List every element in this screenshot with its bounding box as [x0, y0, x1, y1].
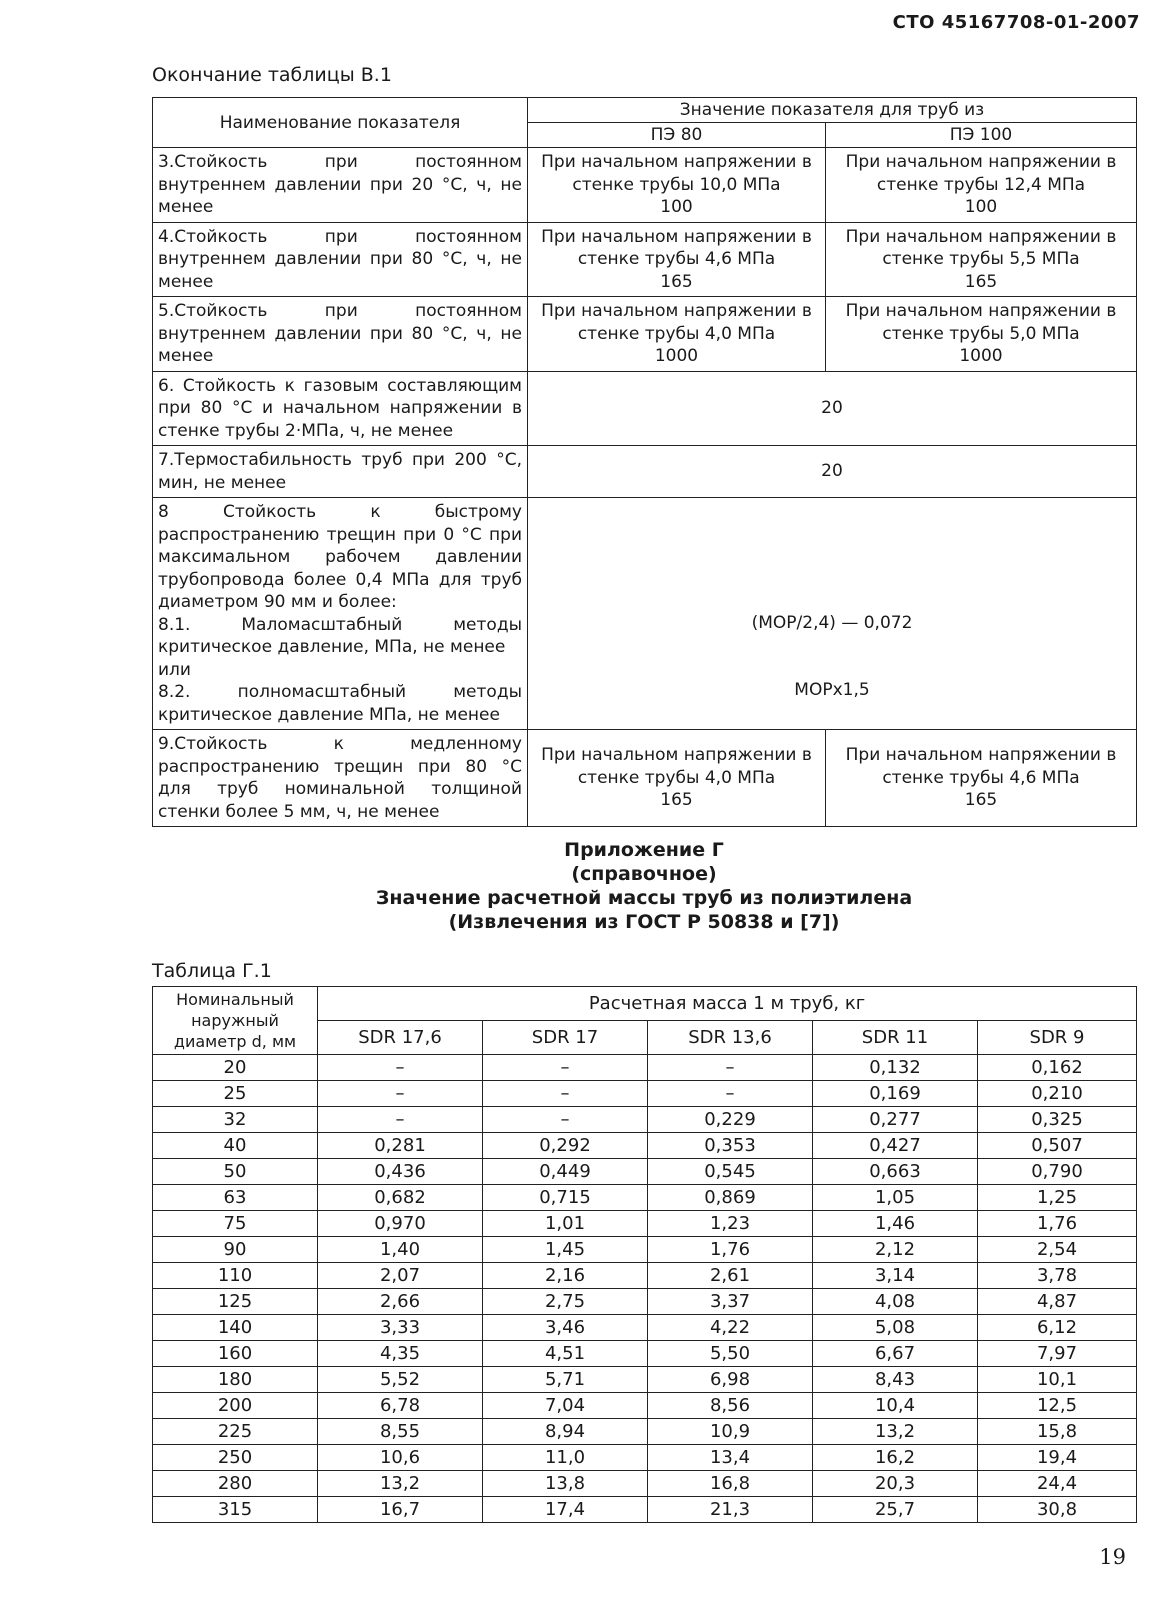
- table-b1-row: [153, 730, 1137, 827]
- diameter-cell: 25: [153, 1081, 318, 1107]
- row-indicator: 9.Стойкость к медленному распространению трещин при 80 °С для труб номинальной толщиной стенки более 5 мм, ч, не менее: [153, 730, 528, 827]
- diameter-cell: 225: [153, 1419, 318, 1445]
- mass-cell: 2,75: [483, 1289, 648, 1315]
- mass-cell: 5,52: [318, 1367, 483, 1393]
- mass-cell: 0,869: [648, 1185, 813, 1211]
- diameter-cell: 32: [153, 1107, 318, 1133]
- indicator-line: или: [158, 659, 191, 680]
- mass-cell: 3,37: [648, 1289, 813, 1315]
- header-indicator: Наименование показателя: [153, 98, 528, 148]
- diameter-cell: 110: [153, 1263, 318, 1289]
- row-indicator: 3.Стойкость при постоянном внутреннем давлении при 20 °С, ч, не менее: [153, 148, 528, 223]
- mass-cell: –: [318, 1055, 483, 1081]
- value-pe80: [528, 222, 826, 297]
- value-pe100-line: При начальном напряжении в стенке трубы 12,4 МПа: [845, 152, 1117, 195]
- mass-cell: –: [483, 1081, 648, 1107]
- gap-spacer: [532, 635, 1132, 679]
- table-g1-row: [153, 1419, 1137, 1445]
- header-value-group: Значение показателя для труб из: [528, 98, 1137, 123]
- table-b1: [152, 97, 1137, 827]
- mass-cell: 3,14: [813, 1263, 978, 1289]
- mass-cell: 0,507: [978, 1133, 1137, 1159]
- diameter-cell: 315: [153, 1497, 318, 1523]
- appendix-heading: [152, 838, 1136, 934]
- mass-cell: 1,46: [813, 1211, 978, 1237]
- mass-cell: 1,45: [483, 1237, 648, 1263]
- mass-cell: 0,162: [978, 1055, 1137, 1081]
- mass-cell: 5,08: [813, 1315, 978, 1341]
- mass-cell: 30,8: [978, 1497, 1137, 1523]
- diameter-cell: 125: [153, 1289, 318, 1315]
- table-g1-row: [153, 1133, 1137, 1159]
- mass-cell: –: [648, 1055, 813, 1081]
- mass-cell: 25,7: [813, 1497, 978, 1523]
- table-g1-row: [153, 1263, 1137, 1289]
- mass-cell: 4,51: [483, 1341, 648, 1367]
- header-sdr: SDR 9: [978, 1021, 1137, 1055]
- mass-cell: 6,67: [813, 1341, 978, 1367]
- appendix-title: Приложение Г: [564, 839, 724, 861]
- row-indicator: 7.Термостабильность труб при 200 °С, мин, не менее: [153, 446, 528, 498]
- mass-cell: 6,78: [318, 1393, 483, 1419]
- mass-cell: 0,427: [813, 1133, 978, 1159]
- mass-cell: 11,0: [483, 1445, 648, 1471]
- value-pe80-line: 1000: [654, 346, 699, 366]
- mass-cell: 0,790: [978, 1159, 1137, 1185]
- mass-cell: 2,66: [318, 1289, 483, 1315]
- mass-cell: 4,08: [813, 1289, 978, 1315]
- mass-cell: 19,4: [978, 1445, 1137, 1471]
- mass-cell: 2,16: [483, 1263, 648, 1289]
- page-number: 19: [1099, 1545, 1126, 1569]
- mass-cell: 4,87: [978, 1289, 1137, 1315]
- mass-cell: 8,43: [813, 1367, 978, 1393]
- value-pe100-line: При начальном напряжении в стенке трубы 5,0 МПа: [845, 301, 1117, 344]
- mass-cell: 13,2: [318, 1471, 483, 1497]
- common-value-line: МОРх1,5: [794, 679, 870, 700]
- mass-cell: 13,2: [813, 1419, 978, 1445]
- mass-cell: 1,76: [978, 1211, 1137, 1237]
- table-g1-row: [153, 1393, 1137, 1419]
- mass-cell: 8,56: [648, 1393, 813, 1419]
- mass-cell: 1,40: [318, 1237, 483, 1263]
- diameter-cell: 200: [153, 1393, 318, 1419]
- value-pe100-line: 165: [964, 790, 998, 811]
- table-b1-row: [153, 222, 1137, 297]
- mass-cell: 10,1: [978, 1367, 1137, 1393]
- table-g1-row: [153, 1081, 1137, 1107]
- value-pe80-line: 165: [660, 271, 693, 292]
- diameter-cell: 40: [153, 1133, 318, 1159]
- mass-cell: 16,2: [813, 1445, 978, 1471]
- header-sdr: SDR 17: [483, 1021, 648, 1055]
- diameter-cell: 50: [153, 1159, 318, 1185]
- mass-cell: 4,35: [318, 1341, 483, 1367]
- value-pe80: [528, 297, 826, 372]
- mass-cell: 0,449: [483, 1159, 648, 1185]
- value-pe100-line: При начальном напряжении в стенке трубы 4,6 МПа: [845, 745, 1117, 788]
- mass-cell: –: [648, 1081, 813, 1107]
- row-common-value: 20: [528, 371, 1137, 446]
- table-g1-row: [153, 1315, 1137, 1341]
- table-b1-caption: Окончание таблицы В.1: [152, 64, 392, 86]
- mass-cell: 0,169: [813, 1081, 978, 1107]
- value-pe80-line: 100: [660, 197, 693, 217]
- mass-cell: 0,292: [483, 1133, 648, 1159]
- diameter-cell: 63: [153, 1185, 318, 1211]
- mass-cell: 8,55: [318, 1419, 483, 1445]
- mass-cell: 5,71: [483, 1367, 648, 1393]
- mass-cell: 0,132: [813, 1055, 978, 1081]
- indicator-line: 8.1. Маломасштабный методы критическое давление, МПа, не менее: [158, 614, 522, 657]
- diameter-cell: 75: [153, 1211, 318, 1237]
- table-g1-caption: Таблица Г.1: [152, 960, 272, 982]
- mass-cell: 1,25: [978, 1185, 1137, 1211]
- mass-cell: 2,61: [648, 1263, 813, 1289]
- header-mass-group: Расчетная масса 1 м труб, кг: [318, 987, 1137, 1021]
- mass-cell: 21,3: [648, 1497, 813, 1523]
- mass-cell: 7,04: [483, 1393, 648, 1419]
- table-g1: [152, 986, 1137, 1523]
- mass-cell: 17,4: [483, 1497, 648, 1523]
- appendix-source: (Извлечения из ГОСТ Р 50838 и [7]): [448, 911, 840, 933]
- table-b1-row: [153, 297, 1137, 372]
- mass-cell: 3,33: [318, 1315, 483, 1341]
- diameter-cell: 140: [153, 1315, 318, 1341]
- value-pe100: [826, 148, 1137, 223]
- mass-cell: 3,78: [978, 1263, 1137, 1289]
- mass-cell: 10,4: [813, 1393, 978, 1419]
- mass-cell: 10,9: [648, 1419, 813, 1445]
- mass-cell: 0,281: [318, 1133, 483, 1159]
- mass-cell: 0,436: [318, 1159, 483, 1185]
- appendix-kind: (справочное): [571, 863, 717, 885]
- mass-cell: 1,05: [813, 1185, 978, 1211]
- mass-cell: 4,22: [648, 1315, 813, 1341]
- mass-cell: 1,01: [483, 1211, 648, 1237]
- appendix-subject: Значение расчетной массы труб из полиэтилена: [375, 887, 913, 909]
- row-common-value: [528, 498, 1137, 730]
- document-code: СТО 45167708-01-2007: [892, 12, 1140, 33]
- table-b1-row: [153, 446, 1137, 498]
- mass-cell: 8,94: [483, 1419, 648, 1445]
- table-g1-row: [153, 1471, 1137, 1497]
- mass-cell: 5,50: [648, 1341, 813, 1367]
- mass-cell: 1,23: [648, 1211, 813, 1237]
- table-g1-row: [153, 1367, 1137, 1393]
- mass-cell: 1,76: [648, 1237, 813, 1263]
- mass-cell: 2,12: [813, 1237, 978, 1263]
- table-g1-row: [153, 1341, 1137, 1367]
- mass-cell: 13,4: [648, 1445, 813, 1471]
- value-pe100: [826, 730, 1137, 827]
- mass-cell: 13,8: [483, 1471, 648, 1497]
- header-diameter: Номинальный наружный диаметр d, мм: [153, 987, 318, 1055]
- header-sdr: SDR 11: [813, 1021, 978, 1055]
- table-g1-row: [153, 1445, 1137, 1471]
- table-g1-row: [153, 1289, 1137, 1315]
- value-pe100: [826, 297, 1137, 372]
- diameter-cell: 160: [153, 1341, 318, 1367]
- table-b1-row: [153, 498, 1137, 730]
- table-g1-row: [153, 1185, 1137, 1211]
- diameter-cell: 280: [153, 1471, 318, 1497]
- value-pe80-line: При начальном напряжении в стенке трубы 4,6 МПа: [541, 226, 812, 269]
- common-value-line: (MOP/2,4) — 0,072: [751, 613, 913, 633]
- value-pe80-line: При начальном напряжении в стенке трубы 10,0 МПа: [541, 152, 812, 195]
- diameter-cell: 20: [153, 1055, 318, 1081]
- table-g1-row: [153, 1055, 1137, 1081]
- mass-cell: –: [318, 1081, 483, 1107]
- value-pe100-line: 100: [964, 197, 998, 217]
- table-g1-row: [153, 1237, 1137, 1263]
- mass-cell: 15,8: [978, 1419, 1137, 1445]
- mass-cell: 0,277: [813, 1107, 978, 1133]
- table-g1-row: [153, 1497, 1137, 1523]
- value-pe100: [826, 222, 1137, 297]
- diameter-cell: 250: [153, 1445, 318, 1471]
- mass-cell: 2,54: [978, 1237, 1137, 1263]
- row-common-value: 20: [528, 446, 1137, 498]
- table-g1-row: [153, 1211, 1137, 1237]
- mass-cell: 20,3: [813, 1471, 978, 1497]
- value-pe80: [528, 148, 826, 223]
- mass-cell: 0,229: [648, 1107, 813, 1133]
- diameter-cell: 180: [153, 1367, 318, 1393]
- mass-cell: 0,210: [978, 1081, 1137, 1107]
- mass-cell: –: [318, 1107, 483, 1133]
- value-pe80-line: При начальном напряжении в стенке трубы 4,0 МПа: [541, 745, 812, 788]
- mass-cell: 0,663: [813, 1159, 978, 1185]
- value-pe80: [528, 730, 826, 827]
- mass-cell: 0,970: [318, 1211, 483, 1237]
- table-g1-row: [153, 1107, 1137, 1133]
- mass-cell: 10,6: [318, 1445, 483, 1471]
- value-pe100-line: 165: [964, 271, 998, 292]
- mass-cell: 0,715: [483, 1185, 648, 1211]
- row-indicator: [153, 498, 528, 730]
- mass-cell: 16,7: [318, 1497, 483, 1523]
- value-pe80-line: При начальном напряжении в стенке трубы 4,0 МПа: [541, 301, 812, 344]
- value-pe100-line: 1000: [959, 346, 1003, 366]
- row-indicator: 6. Стойкость к газовым составляющим при 80 °С и начальном напряжении в стенке трубы 2·МПа, ч, не менее: [153, 371, 528, 446]
- indicator-line: 8 Стойкость к быстрому распространению трещин при 0 °С при максимальном рабочем давлении трубопровода более 0,4 МПа для труб диаметром 90 мм и более:: [158, 502, 522, 612]
- header-sdr: SDR 13,6: [648, 1021, 813, 1055]
- value-pe80-line: 165: [660, 790, 693, 811]
- row-indicator: 5.Стойкость при постоянном внутреннем давлении при 80 °С, ч, не менее: [153, 297, 528, 372]
- indicator-line: 8.2. полномасштабный методы критическое давление МПа, не менее: [158, 682, 522, 725]
- row-indicator: 4.Стойкость при постоянном внутреннем давлении при 80 °С, ч, не менее: [153, 222, 528, 297]
- mass-cell: 12,5: [978, 1393, 1137, 1419]
- mass-cell: –: [483, 1107, 648, 1133]
- value-pe100-line: При начальном напряжении в стенке трубы 5,5 МПа: [845, 226, 1117, 269]
- table-g1-row: [153, 1159, 1137, 1185]
- mass-cell: 3,46: [483, 1315, 648, 1341]
- mass-cell: –: [483, 1055, 648, 1081]
- mass-cell: 0,545: [648, 1159, 813, 1185]
- header-pe80: ПЭ 80: [528, 123, 826, 148]
- mass-cell: 16,8: [648, 1471, 813, 1497]
- mass-cell: 0,682: [318, 1185, 483, 1211]
- mass-cell: 6,98: [648, 1367, 813, 1393]
- mass-cell: 24,4: [978, 1471, 1137, 1497]
- mass-cell: 6,12: [978, 1315, 1137, 1341]
- table-b1-row: [153, 371, 1137, 446]
- mass-cell: 0,353: [648, 1133, 813, 1159]
- table-b1-row: [153, 148, 1137, 223]
- header-sdr: SDR 17,6: [318, 1021, 483, 1055]
- mass-cell: 7,97: [978, 1341, 1137, 1367]
- mass-cell: 2,07: [318, 1263, 483, 1289]
- header-pe100: ПЭ 100: [826, 123, 1137, 148]
- mass-cell: 0,325: [978, 1107, 1137, 1133]
- diameter-cell: 90: [153, 1237, 318, 1263]
